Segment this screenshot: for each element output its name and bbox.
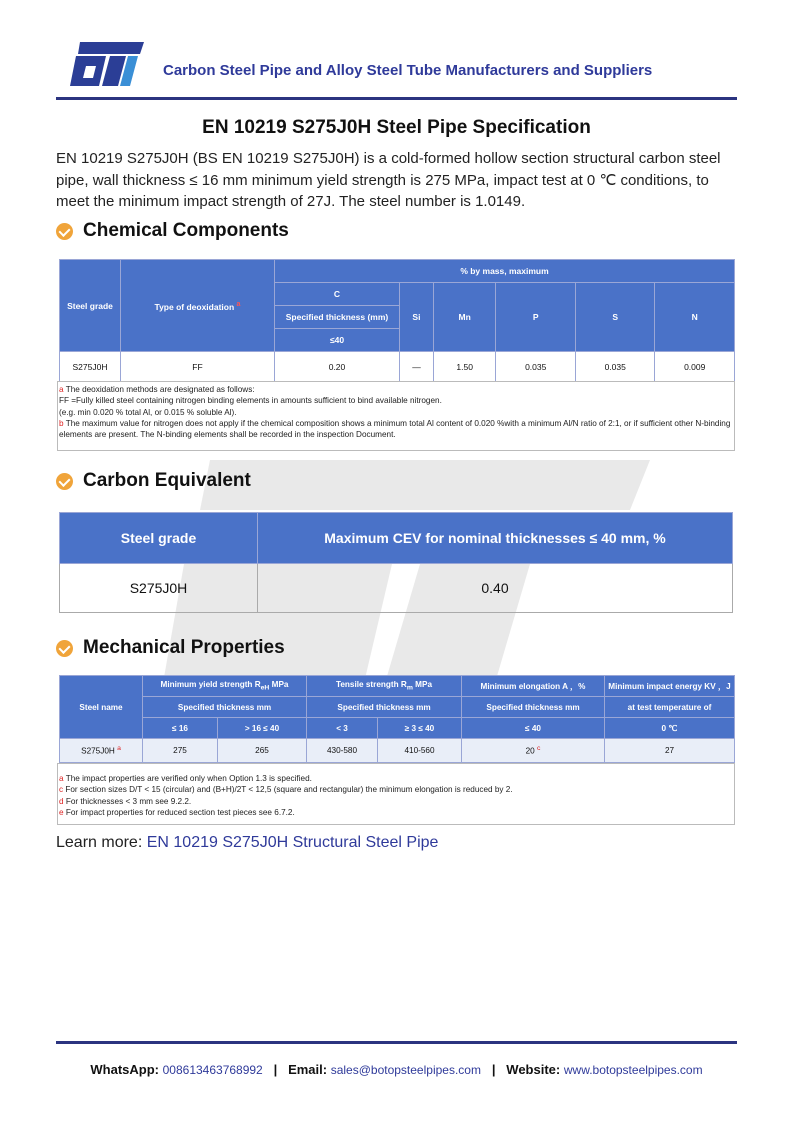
col-test-temp: at test temperature of	[605, 697, 735, 718]
col-c: C	[275, 283, 400, 306]
company-logo	[66, 40, 146, 90]
col-steel-grade: Steel grade	[60, 513, 258, 564]
col-tensile: Tensile strength $R_m$ MPa	[307, 676, 462, 697]
learn-more: Learn more: EN 10219 S275J0H Structural Steel Pipe	[56, 834, 439, 851]
col-steel-name: Steel name	[60, 676, 143, 739]
col-max-cev: Maximum CEV for nominal thicknesses ≤ 40 mm, %	[258, 513, 733, 564]
col-p: P	[496, 283, 575, 352]
chemical-notes: a The deoxidation methods are designated as follows: FF =Fully killed steel containing nitrogen binding elements in amounts sufficient to bind available nitrogen. (e.g. min 0.020 % total Al, or 0.015 % soluble Al). b The maximum value for nitrogen does not apply if the chemical composition shows a minimum total Al content of 0.020 %with a minimum Al/N ratio of 2:1, or if sufficient other N-binding elements are present. The N-binding elements shall be recorded in the inspection Document.	[57, 381, 735, 451]
table-row: S275J0H FF 0.20 — 1.50 0.035 0.035 0.009	[60, 352, 735, 382]
page-title: EN 10219 S275J0H Steel Pipe Specification	[202, 117, 591, 138]
header-divider	[56, 97, 737, 100]
section-mechanical	[56, 637, 285, 659]
col-yield: Minimum yield strength $R_{eH}$ MPa	[143, 676, 307, 697]
section-chemical	[56, 220, 289, 242]
check-badge-icon	[56, 640, 73, 657]
mechanical-table: Steel name Minimum yield strength $R_{eH}$ MPa Tensile strength $R_m$ MPa Minimum elongation A ，% Minimum impact energy KV ，J Specified thickness mm Specified thickness mm Specified thickness mm at test temperature of ≤ 16 > 16 ≤ 40 < 3 ≥ 3 ≤ 40 ≤ 40 0 ℃ S275J0H $^a$ 275 265 430-580 410-560 20 $^c$ 27	[59, 675, 735, 763]
website-link[interactable]: www.botopsteelpipes.com	[563, 1063, 703, 1077]
check-badge-icon	[56, 223, 73, 240]
col-spec-thickness: Specified thickness mm	[307, 697, 462, 718]
col-thickness: Specified thickness (mm)	[275, 306, 400, 329]
col-impact: Minimum impact energy KV ，J	[605, 676, 735, 697]
section-title: Mechanical Properties	[83, 637, 285, 658]
section-title: Carbon Equivalent	[83, 470, 251, 491]
chemical-table	[59, 259, 735, 382]
table-row: S275J0H 0.40	[60, 564, 733, 613]
col-steel-grade: Steel grade	[60, 260, 121, 352]
col-mn: Mn	[433, 283, 496, 352]
learn-more-link[interactable]: EN 10219 S275J0H Structural Steel Pipe	[146, 834, 439, 851]
mechanical-notes: a The impact properties are verified only when Option 1.3 is specified. c For section sizes D/T < 15 (circular) and (B+H)/2T < 12,5 (square and rectangular) the minimum elongation is reduced by 2. d For thicknesses < 3 mm see 9.2.2. e For impact properties for reduced section test pieces see 6.7.2.	[57, 763, 735, 825]
header-title: Carbon Steel Pipe and Alloy Steel Tube Manufacturers and Suppliers	[163, 62, 653, 79]
col-spec-thickness: Specified thickness mm	[462, 697, 605, 718]
whatsapp-number[interactable]: 008613463768992	[162, 1063, 263, 1077]
col-mass: % by mass, maximum	[275, 260, 735, 283]
col-s: S	[575, 283, 654, 352]
footer: WhatsApp: 008613463768992 | Email: sales@botopsteelpipes.com | Website: www.botopsteelpipes.com	[90, 1062, 703, 1077]
email-link[interactable]: sales@botopsteelpipes.com	[330, 1063, 481, 1077]
col-le40: ≤40	[275, 329, 400, 352]
col-elongation: Minimum elongation A ，%	[462, 676, 605, 697]
cev-table	[59, 512, 733, 613]
footer-divider	[56, 1041, 737, 1044]
table-row: S275J0H $^a$ 275 265 430-580 410-560 20 $^c$ 27	[60, 739, 735, 763]
col-n: N	[655, 283, 735, 352]
col-si: Si	[400, 283, 434, 352]
check-badge-icon	[56, 473, 73, 490]
intro-paragraph: EN 10219 S275J0H (BS EN 10219 S275J0H) is a cold-formed hollow section structural carbon steel pipe, wall thickness ≤ 16 mm minimum yield strength is 275 MPa, impact test at 0 ℃ conditions, to meet the minimum impact strength of 27J. The steel number is 1.0149.	[56, 150, 721, 210]
section-title: Chemical Components	[83, 220, 289, 241]
col-spec-thickness: Specified thickness mm	[143, 697, 307, 718]
section-carbon	[56, 470, 251, 492]
col-deoxidation: Type of deoxidation $^a$	[121, 260, 275, 352]
